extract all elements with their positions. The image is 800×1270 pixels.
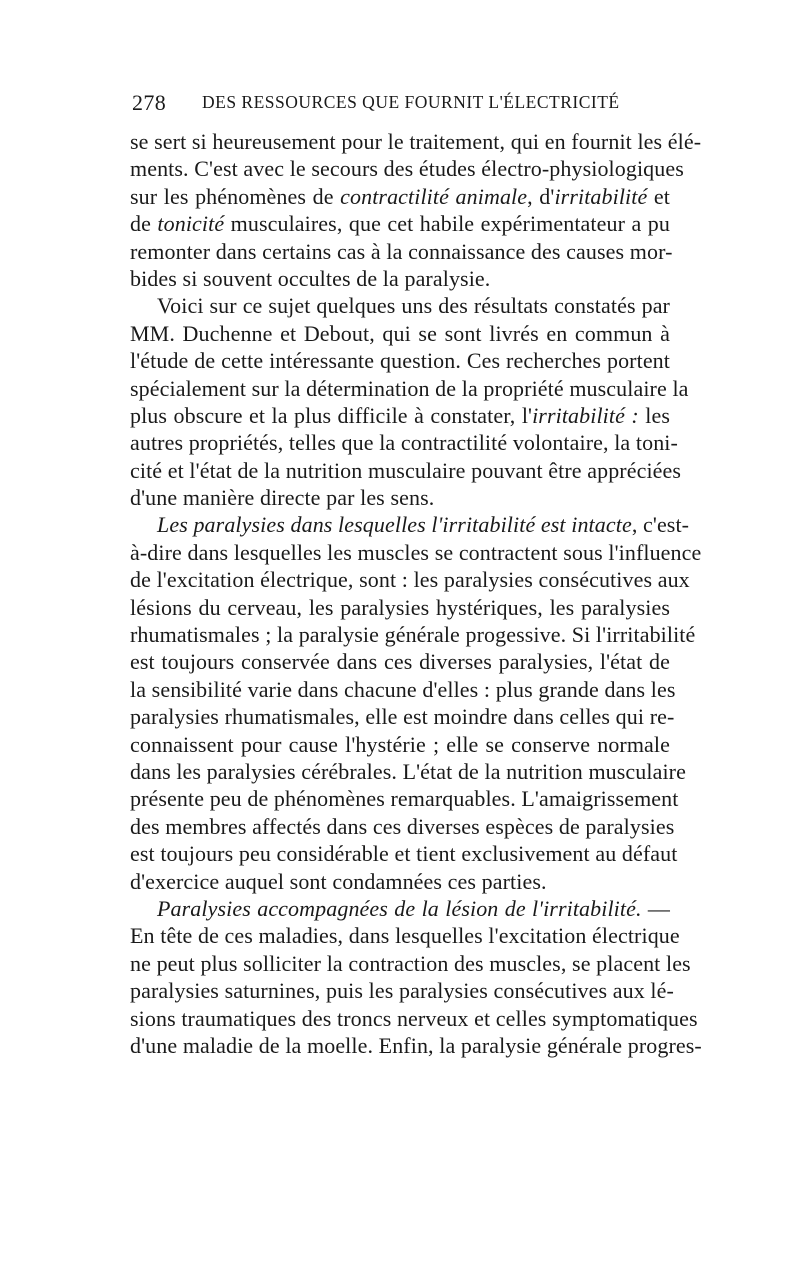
text-line bbox=[130, 731, 670, 758]
text-run: est toujours peu considérable et tient exclusivement au défaut bbox=[130, 841, 678, 867]
text-line bbox=[130, 320, 670, 347]
text-line bbox=[130, 621, 696, 648]
text-run: les bbox=[638, 402, 670, 428]
italic-text: Paralysies accompagnées de la lésion de l'irritabilité. bbox=[157, 895, 642, 921]
text-run: ments. C'est avec le secours des études électro-physiologiques bbox=[130, 156, 684, 182]
text-line bbox=[130, 594, 670, 621]
text-run: bides si souvent occultes de la paralysie. bbox=[130, 265, 491, 291]
text-line bbox=[130, 265, 670, 292]
italic-text: tonicité bbox=[157, 211, 225, 237]
text-line bbox=[130, 648, 670, 675]
text-line bbox=[130, 840, 678, 867]
text-run: — bbox=[641, 895, 670, 921]
text-run: à-dire dans lesquelles les muscles se contractent sous l'influence bbox=[130, 539, 702, 565]
text-line bbox=[130, 566, 690, 593]
text-run: de bbox=[130, 211, 158, 237]
text-run: l'étude de cette intéressante question. Ces recherches portent bbox=[130, 348, 670, 374]
text-run: sur les phénomènes de bbox=[130, 183, 341, 209]
text-run: la sensibilité varie dans chacune d'elles : plus grande dans les bbox=[130, 676, 676, 702]
text-run: musculaires, que cet habile expérimentateur a pu bbox=[224, 211, 670, 237]
body-text bbox=[130, 128, 702, 1059]
text-run: sions traumatiques des troncs nerveux et celles symptomatiques bbox=[130, 1005, 698, 1031]
text-line bbox=[130, 785, 679, 812]
text-line bbox=[130, 183, 670, 210]
text-run: présente peu de phénomènes remarquables. L'amaigrissement bbox=[130, 786, 679, 812]
text-run: Voici sur ce sujet quelques uns des résultats constatés par bbox=[157, 293, 670, 319]
text-run: , d' bbox=[527, 183, 555, 209]
text-run: d'une maladie de la moelle. Enfin, la paralysie générale progres- bbox=[130, 1032, 702, 1058]
text-line bbox=[130, 457, 682, 484]
text-line bbox=[130, 210, 670, 237]
text-run: spécialement sur la détermination de la propriété musculaire la bbox=[130, 375, 689, 401]
text-line bbox=[130, 292, 670, 319]
text-run: d'exercice auquel sont condamnées ces parties. bbox=[130, 868, 547, 894]
text-run: remonter dans certains cas à la connaissance des causes mor- bbox=[130, 238, 673, 264]
text-line bbox=[130, 758, 686, 785]
text-run: MM. Duchenne et Debout, qui se sont livrés en commun à bbox=[130, 320, 670, 346]
text-run: , c'est- bbox=[631, 512, 690, 538]
text-line bbox=[130, 676, 676, 703]
text-line bbox=[130, 539, 702, 566]
text-run: paralysies rhumatismales, elle est moindre dans celles qui re- bbox=[130, 704, 675, 730]
text-run: ne peut plus solliciter la contraction des muscles, se placent les bbox=[130, 950, 691, 976]
text-line bbox=[130, 868, 670, 895]
text-line bbox=[130, 922, 680, 949]
page-number: 278 bbox=[132, 90, 167, 115]
running-title: DES RESSOURCES QUE FOURNIT L'ÉLECTRICITÉ bbox=[202, 92, 620, 112]
italic-text: irritabilité : bbox=[532, 402, 639, 428]
text-line bbox=[130, 128, 702, 155]
text-line bbox=[130, 375, 689, 402]
text-run: des membres affectés dans ces diverses espèces de paralysies bbox=[130, 813, 675, 839]
italic-text: contractilité animale bbox=[340, 183, 528, 209]
text-run: En tête de ces maladies, dans lesquelles l'excitation électrique bbox=[130, 923, 680, 949]
text-run: plus obscure et la plus difficile à constater, l' bbox=[130, 402, 533, 428]
text-line bbox=[130, 895, 670, 922]
text-line bbox=[130, 977, 674, 1004]
text-line bbox=[130, 238, 673, 265]
text-run: lésions du cerveau, les paralysies hystériques, les paralysies bbox=[130, 594, 670, 620]
text-line bbox=[130, 703, 675, 730]
text-line bbox=[130, 950, 691, 977]
text-run: de l'excitation électrique, sont : les paralysies consécutives aux bbox=[130, 567, 690, 593]
text-line bbox=[130, 511, 690, 538]
text-run: dans les paralysies cérébrales. L'état de la nutrition musculaire bbox=[130, 758, 686, 784]
text-line bbox=[130, 1032, 702, 1059]
text-run: et bbox=[647, 183, 670, 209]
text-line bbox=[130, 429, 678, 456]
text-line bbox=[130, 813, 675, 840]
text-run: se sert si heureusement pour le traitement, qui en fournit les élé- bbox=[130, 129, 702, 154]
text-line bbox=[130, 347, 670, 374]
italic-text: Les paralysies dans lesquelles l'irritabilité est intacte bbox=[157, 512, 632, 538]
text-run: paralysies saturnines, puis les paralysies consécutives aux lé- bbox=[130, 978, 674, 1004]
text-run: d'une manière directe par les sens. bbox=[130, 485, 435, 511]
running-head bbox=[132, 90, 672, 120]
text-run: rhumatismales ; la paralysie générale progessive. Si l'irritabilité bbox=[130, 622, 696, 648]
text-run: autres propriétés, telles que la contractilité volontaire, la toni- bbox=[130, 430, 678, 456]
text-line bbox=[130, 484, 670, 511]
text-line bbox=[130, 402, 670, 429]
text-line bbox=[130, 1005, 698, 1032]
text-run: est toujours conservée dans ces diverses paralysies, l'état de bbox=[130, 649, 670, 675]
italic-text: irritabilité bbox=[554, 183, 648, 209]
text-run: cité et l'état de la nutrition musculaire pouvant être appréciées bbox=[130, 457, 682, 483]
text-line bbox=[130, 155, 684, 182]
text-run: connaissent pour cause l'hystérie ; elle se conserve normale bbox=[130, 731, 670, 757]
